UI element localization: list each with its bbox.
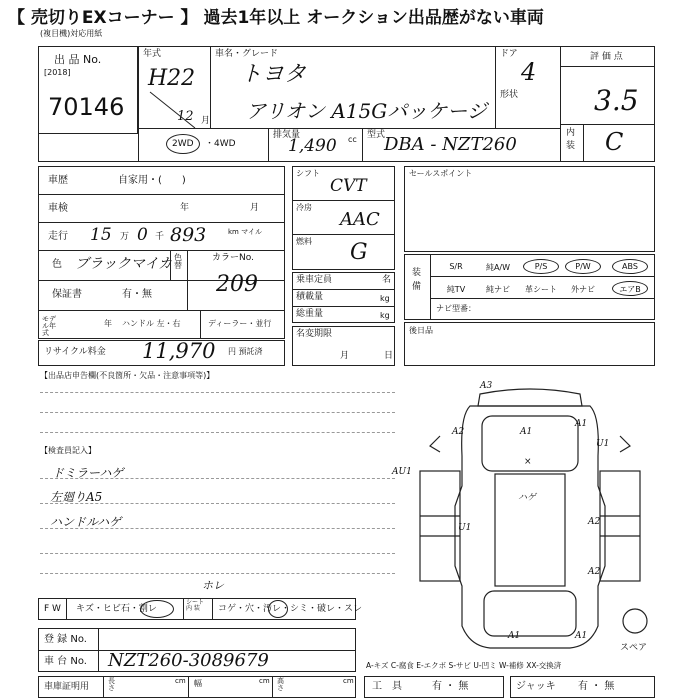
mileage-zero: 0 bbox=[137, 225, 148, 245]
cert-cm3: cm bbox=[343, 677, 354, 685]
spare-circle bbox=[623, 609, 647, 633]
inspector-note-1: ドミラーハゲ bbox=[52, 466, 124, 480]
mark-x-hood: × bbox=[524, 457, 532, 467]
after-market-box bbox=[404, 322, 655, 366]
spare-label: スペア bbox=[620, 643, 648, 653]
shimi-circle bbox=[268, 600, 288, 618]
car-diagram bbox=[392, 376, 660, 666]
shift-label: シフト bbox=[296, 169, 320, 178]
registration-label: 登 録 No. bbox=[44, 634, 87, 645]
mileage-label: 走行 bbox=[48, 231, 68, 242]
tools-label: 工 具 bbox=[372, 681, 402, 692]
equip-aw: 純A/W bbox=[485, 263, 511, 272]
shape-label: 形状 bbox=[500, 90, 519, 100]
dealer: ディーラー・並行 bbox=[208, 319, 272, 328]
form-subtitle: (複目機)対応用紙 bbox=[40, 29, 103, 38]
cert-label: 車庫証明用 bbox=[44, 682, 90, 692]
declaration-label: 【出品店申告欄(不良箇所・欠品・注意事項等)】 bbox=[40, 371, 215, 380]
total-weight-label: 総重量 bbox=[296, 309, 324, 319]
shift-value: CVT bbox=[330, 176, 367, 196]
equip-navi: 純ナビ bbox=[486, 285, 510, 294]
car-name-label: 車名・グレード bbox=[215, 49, 279, 59]
equip-ext-navi: 外ナビ bbox=[571, 285, 595, 294]
mark-u1-left-door: U1 bbox=[458, 523, 472, 533]
inspection-year: 年 bbox=[180, 203, 190, 213]
year-era: H22 bbox=[148, 66, 196, 91]
history-label: 車歴 bbox=[48, 175, 68, 186]
capacity-unit: 名 bbox=[382, 275, 392, 285]
cert-long: 長さ bbox=[108, 677, 115, 692]
mileage-rest: 893 bbox=[170, 224, 207, 246]
fw-label: F W bbox=[44, 604, 61, 614]
year-month: 12 bbox=[177, 109, 194, 124]
mark-u1-right: U1 bbox=[596, 439, 610, 449]
car-grade: アリオン A15Gパッケージ bbox=[246, 99, 487, 123]
ac-value: AAC bbox=[340, 209, 380, 230]
mileage-sen-unit: 千 bbox=[155, 232, 165, 242]
recycle-value: 11,970 bbox=[142, 339, 216, 363]
sheet-items: コゲ・穴・汚レ・シミ・破レ・スレ bbox=[218, 604, 363, 614]
cert-width: 幅 bbox=[194, 679, 202, 688]
car-trunk bbox=[484, 591, 576, 636]
handle: ハンドル 左・右 bbox=[122, 319, 181, 328]
mark-a1-rear-left: A1 bbox=[508, 631, 521, 641]
mileage-unit: km マイル bbox=[228, 228, 262, 236]
after-market-label: 後日品 bbox=[409, 326, 433, 335]
right-mirror bbox=[620, 436, 630, 452]
doors-label: ドア bbox=[500, 49, 518, 59]
fuel-label: 燃料 bbox=[296, 237, 312, 246]
equip-pw: P/W bbox=[575, 262, 591, 271]
mark-a1-front-right: A1 bbox=[575, 419, 588, 429]
left-mirror bbox=[430, 436, 440, 452]
car-left-side bbox=[420, 471, 460, 581]
color-value: ブラックマイカ bbox=[75, 256, 173, 272]
tools-value: 有 ・ 無 bbox=[432, 681, 469, 692]
banner: 【 売切りEXコーナー 】 過去1年以上 オークション出品歴がない車両 bbox=[8, 8, 544, 28]
car-maker: トヨタ bbox=[240, 62, 307, 87]
doors-value: 4 bbox=[521, 58, 537, 86]
mark-a2-rear-right: A2 bbox=[588, 567, 601, 577]
inspection-month: 月 bbox=[250, 203, 260, 213]
score-label: 評 価 点 bbox=[590, 52, 623, 62]
equip-leather: 革シート bbox=[525, 285, 557, 294]
month-unit: 月 bbox=[201, 116, 211, 126]
cert-cm2: cm bbox=[259, 677, 270, 685]
interior-label: 内 装 bbox=[566, 128, 576, 151]
equip-airbag: エアB bbox=[619, 285, 641, 294]
lot-year: [2018] bbox=[44, 68, 71, 77]
inspector-note-3: ハンドルハゲ bbox=[50, 515, 122, 529]
equip-abs: ABS bbox=[622, 262, 638, 271]
equipment-label: 装備 bbox=[412, 268, 422, 292]
color-no-label: カラーNo. bbox=[212, 253, 254, 263]
year-slash bbox=[140, 90, 210, 130]
interior-value: C bbox=[605, 128, 624, 156]
history-value: 自家用・( ) bbox=[118, 175, 186, 186]
capacity-label: 乗車定員 bbox=[296, 275, 333, 285]
warranty-label: 保証書 bbox=[52, 289, 82, 300]
inspector-label: 【検査員記入】 bbox=[40, 446, 96, 455]
fw-items: キズ・ヒビ石・割レ bbox=[76, 604, 157, 614]
jack-label: ジャッキ bbox=[516, 681, 556, 692]
sales-point-box bbox=[404, 166, 655, 252]
warranty-value: 有・無 bbox=[122, 289, 152, 300]
color-label: 色 bbox=[52, 259, 62, 270]
drive-4wd: ・4WD bbox=[205, 139, 236, 149]
load-label: 積載量 bbox=[296, 292, 324, 302]
mark-a3: A3 bbox=[480, 381, 493, 391]
cert-cm1: cm bbox=[175, 677, 186, 685]
car-cabin bbox=[495, 474, 565, 586]
model-code-value: DBA - NZT260 bbox=[384, 134, 517, 155]
chassis-label: 車 台 No. bbox=[44, 656, 87, 667]
car-right-side bbox=[600, 471, 640, 581]
ac-label: 冷房 bbox=[296, 203, 312, 212]
navi-model-label: ナビ型番： bbox=[436, 304, 476, 313]
wari-circle bbox=[140, 600, 174, 618]
displacement-label: 排気量 bbox=[273, 130, 301, 140]
displacement-unit: cc bbox=[348, 135, 357, 144]
car-body-outline bbox=[455, 406, 605, 648]
recycle-label: リサイクル料金 bbox=[44, 347, 106, 357]
displacement-value: 1,490 bbox=[288, 136, 337, 156]
sales-point-label: セールスポイント bbox=[409, 169, 473, 178]
jack-value: 有 ・ 無 bbox=[578, 681, 615, 692]
total-weight-unit: kg bbox=[380, 311, 390, 320]
lot-label: 出 品 No. bbox=[54, 53, 102, 66]
mark-a2-front-left: A2 bbox=[452, 427, 465, 437]
cert-height: 高さ bbox=[277, 677, 284, 692]
model-year-label: モデル年式 bbox=[42, 315, 56, 337]
lot-number: 70146 bbox=[48, 93, 125, 121]
sheet-label: シート 内 装 bbox=[186, 599, 205, 612]
mileage-man: 15 bbox=[90, 225, 112, 245]
legend: A-キズ C-腐食 E-エクボ S-サビ U-凹ミ W-補修 XX-交換済 bbox=[366, 661, 562, 670]
score-value: 3.5 bbox=[594, 84, 639, 117]
drive-2wd: 2WD bbox=[172, 139, 194, 149]
recycle-unit: 円 預託済 bbox=[228, 347, 263, 356]
fuel-value: G bbox=[350, 240, 368, 265]
mark-a1-rear: A1 bbox=[575, 631, 588, 641]
equip-tv: 純TV bbox=[446, 285, 466, 294]
chassis-value: NZT260-3089679 bbox=[108, 650, 269, 671]
fw-mark-above: ホレ bbox=[202, 579, 224, 592]
reg-expiry-day: 日 bbox=[384, 351, 394, 361]
mark-a1-hood: A1 bbox=[520, 427, 533, 437]
mark-a2-right-door: A2 bbox=[588, 517, 601, 527]
car-roof-outline bbox=[478, 389, 582, 406]
year-label: 年式 bbox=[143, 49, 162, 59]
color-change: 色替 bbox=[174, 253, 182, 270]
mark-hage-roof: ハゲ bbox=[518, 493, 537, 503]
equip-ps: P/S bbox=[534, 262, 548, 271]
mileage-man-unit: 万 bbox=[120, 232, 130, 242]
inspection-label: 車検 bbox=[48, 203, 68, 214]
equip-sr: S/R bbox=[449, 262, 463, 271]
model-year-unit: 年 bbox=[104, 319, 112, 328]
inspector-note-2: 左廻りA5 bbox=[50, 490, 103, 504]
mark-au1-left: AU1 bbox=[392, 467, 412, 477]
model-code-label: 型式 bbox=[367, 130, 386, 140]
load-unit: kg bbox=[380, 294, 390, 303]
reg-expiry-label: 名変期限 bbox=[296, 329, 333, 339]
reg-expiry-month: 月 bbox=[340, 351, 350, 361]
color-no: 209 bbox=[216, 272, 258, 297]
